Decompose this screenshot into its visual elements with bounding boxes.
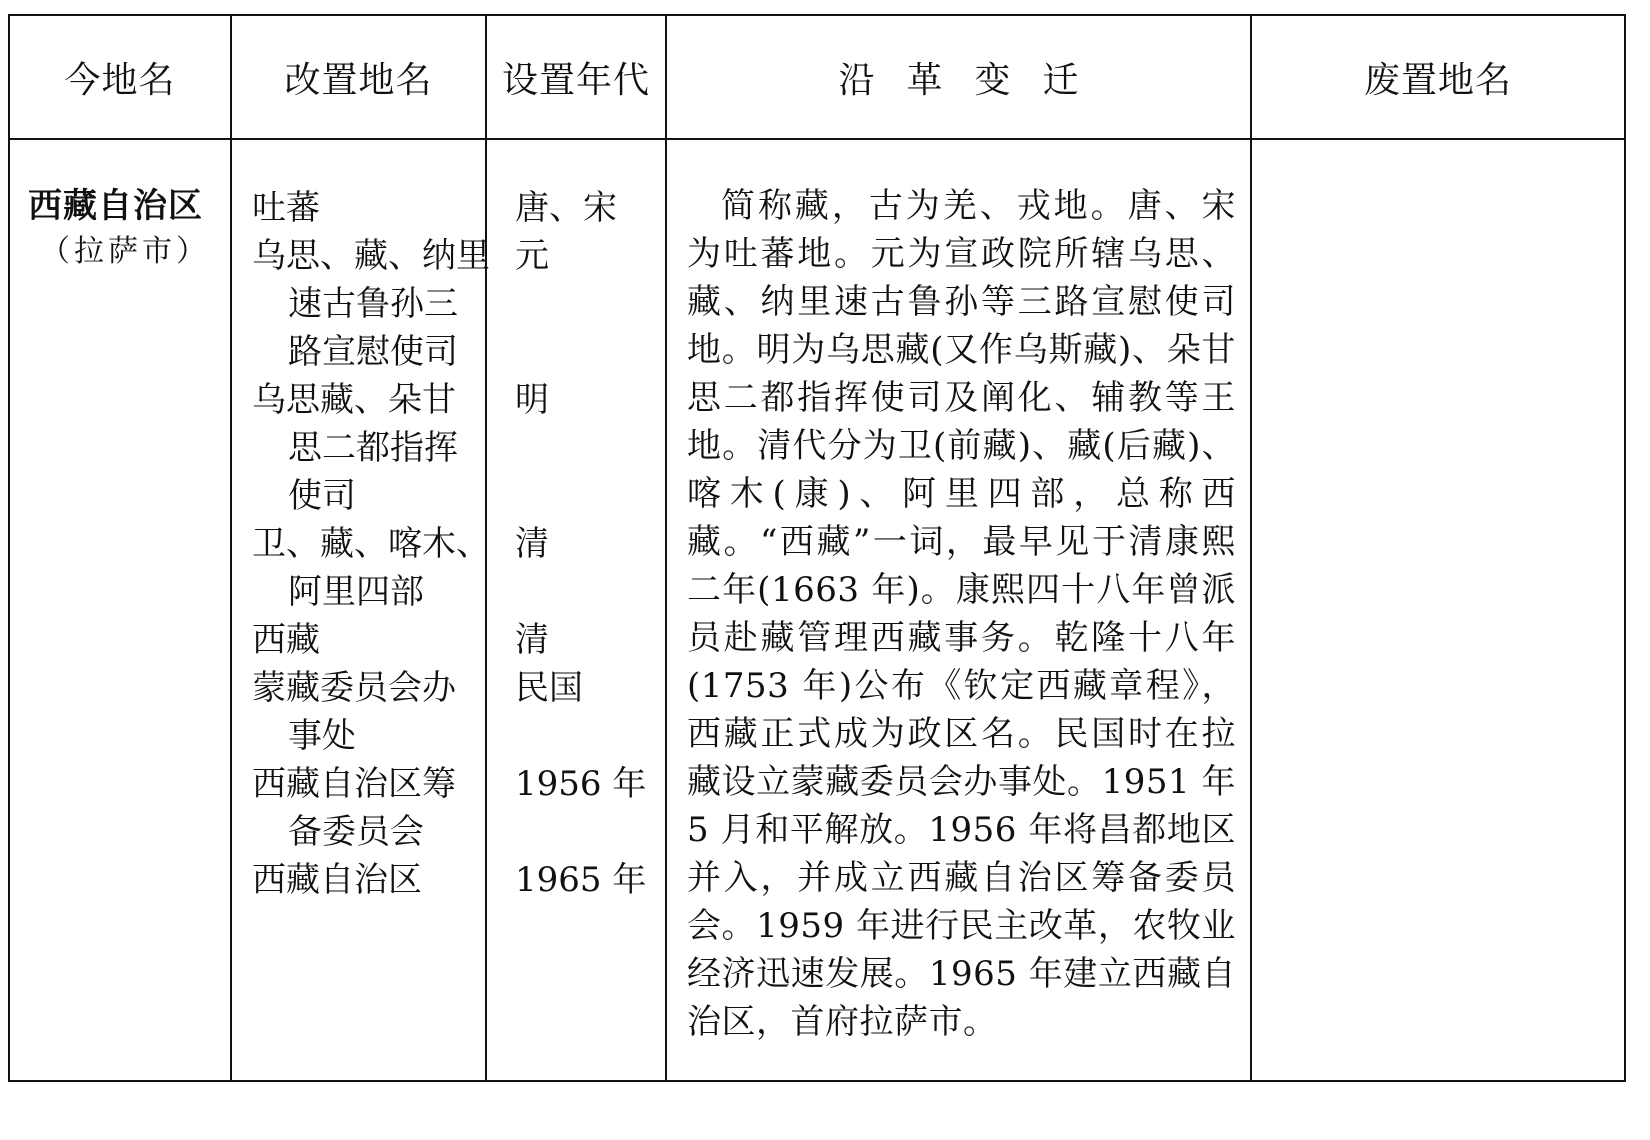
year-spacer (487, 472, 665, 520)
renamed-name-line: 备委员会 (288, 812, 424, 852)
renamed-name-line: 使司 (288, 476, 356, 516)
header-renamed-name: 改置地名 (231, 15, 486, 139)
establish-year-value: 明 (515, 380, 549, 420)
header-history: 沿革变迁 (666, 15, 1251, 139)
establish-year-value: 民国 (515, 668, 583, 708)
year-spacer (487, 712, 665, 760)
header-row (9, 15, 1625, 139)
renamed-name-item (232, 664, 485, 760)
renamed-name-cell (231, 139, 490, 1081)
header-abolished-name: 废置地名 (1251, 15, 1625, 139)
history-cell (666, 139, 1251, 1081)
today-name-cell (9, 139, 231, 1081)
establish-year-item (487, 856, 665, 904)
establish-year-item (487, 520, 665, 616)
renamed-name-item (232, 616, 485, 664)
year-spacer (487, 328, 665, 376)
year-spacer (487, 280, 665, 328)
renamed-name-line: 阿里四部 (288, 572, 424, 612)
place-name-table (8, 14, 1626, 1082)
renamed-name-line: 西藏 (252, 620, 320, 660)
renamed-name-list (232, 140, 490, 904)
renamed-name-item (232, 760, 485, 856)
renamed-name-line: 乌思、藏、纳里 (252, 236, 490, 276)
renamed-name-line: 吐蕃 (252, 188, 320, 228)
header-today-name: 今地名 (9, 15, 231, 139)
renamed-name-line: 西藏自治区 (252, 860, 422, 900)
establish-year-cell (486, 139, 666, 1081)
establish-year-value: 1956 年 (515, 764, 647, 804)
establish-year-item (487, 616, 665, 664)
establish-year-value: 元 (515, 236, 549, 276)
renamed-name-line: 速古鲁孙三 (288, 284, 458, 324)
establish-year-item (487, 376, 665, 520)
renamed-name-line: 事处 (288, 716, 356, 756)
renamed-name-line: 蒙藏委员会办 (252, 668, 456, 708)
establish-year-item (487, 232, 665, 376)
establish-year-value: 清 (515, 524, 549, 564)
year-spacer (487, 424, 665, 472)
renamed-name-item (232, 856, 485, 904)
abolished-name-cell (1251, 139, 1625, 1081)
today-name-sub: （拉萨市） (40, 234, 210, 269)
year-spacer (487, 808, 665, 856)
establish-year-value: 唐、宋 (515, 188, 617, 228)
renamed-name-item (232, 184, 485, 232)
establish-year-item (487, 664, 665, 760)
establish-year-item (487, 760, 665, 856)
renamed-name-line: 路宣慰使司 (288, 332, 458, 372)
renamed-name-item (232, 520, 490, 616)
establish-year-value: 1965 年 (515, 860, 647, 900)
establish-year-list (487, 140, 665, 904)
renamed-name-line: 乌思藏、朵甘 (252, 380, 456, 420)
establish-year-item (487, 184, 665, 232)
renamed-name-line: 西藏自治区筹 (252, 764, 456, 804)
renamed-name-line: 思二都指挥 (288, 428, 458, 468)
renamed-name-item (232, 376, 485, 520)
renamed-name-line: 卫、藏、喀木、 (252, 524, 490, 564)
renamed-name-item (232, 232, 490, 376)
establish-year-value: 清 (515, 620, 549, 660)
year-spacer (487, 568, 665, 616)
header-establish-year: 设置年代 (486, 15, 666, 139)
table-row (9, 139, 1625, 1081)
history-text: 简称藏，古为羌、戎地。唐、宋为吐蕃地。元为宣政院所辖乌思、藏、纳里速古鲁孙等三路宣慰使司地。明为乌思藏(又作乌斯藏)、朵甘思二都指挥使司及阐化、辅教等王地。清代分为卫(前藏)、藏(后藏)、喀木(康)、阿里四部，总称西藏。“西藏”一词，最早见于清康熙二年(1663 年)。康熙四十八年曾派员赴藏管理西藏事务。乾隆十八年(1753 年)公布《钦定西藏章程》，西藏正式成为政区名。民国时在拉藏设立蒙藏委员会办事处。1951 年 5 月和平解放。1956 年将昌都地区并入，并成立西藏自治区筹备委员会。1959 年进行民主改革，农牧业经济迅速发展。1965 年建立西藏自治区，首府拉萨市。 (687, 186, 1236, 1042)
today-name: 西藏自治区 (28, 186, 203, 226)
